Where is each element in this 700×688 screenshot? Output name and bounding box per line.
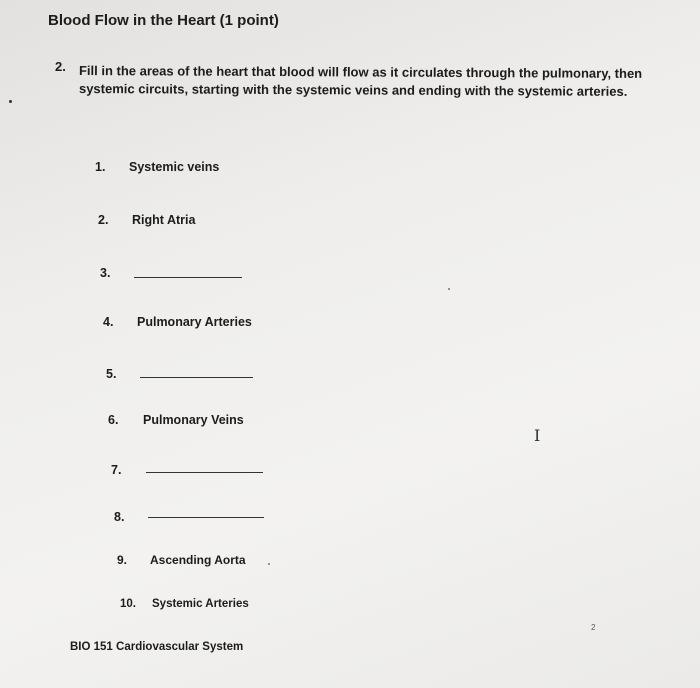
item-number: 4. (103, 315, 114, 329)
page-number: 2 (591, 623, 596, 632)
list-item (114, 510, 124, 524)
question-number: 2. (55, 59, 66, 74)
item-number: 3. (100, 266, 111, 280)
list-item (120, 598, 249, 610)
answer-blank-3[interactable] (134, 277, 242, 278)
item-answer: Ascending Aorta (150, 553, 246, 567)
speck (268, 563, 270, 565)
item-answer: Systemic veins (129, 160, 220, 174)
list-item (108, 413, 244, 427)
list-item (98, 213, 196, 227)
question-text-line-1: Fill in the areas of the heart that blood will flow as it circulates through the pulmonary, then (78, 63, 643, 81)
bullet-mark (9, 100, 12, 103)
list-item (95, 160, 220, 174)
answer-blank-8[interactable] (148, 517, 264, 518)
list-item (111, 463, 121, 477)
item-answer: Right Atria (132, 213, 196, 227)
text-cursor-icon: I (534, 426, 541, 445)
answer-blank-5[interactable] (140, 377, 253, 378)
item-number: 5. (106, 367, 117, 381)
list-item (106, 367, 116, 381)
list-item (103, 315, 252, 329)
list-item (100, 266, 110, 280)
item-number: 10. (120, 598, 136, 610)
item-number: 2. (98, 213, 109, 227)
question-text-line-2: systemic circuits, starting with the systemic veins and ending with the systemic arteries. (78, 81, 628, 99)
speck (448, 288, 450, 290)
footer-course-label: BIO 151 Cardiovascular System (70, 641, 244, 653)
item-number: 9. (117, 553, 128, 567)
item-number: 8. (114, 510, 125, 524)
item-answer: Systemic Arteries (152, 598, 249, 610)
item-answer: Pulmonary Veins (143, 413, 244, 427)
item-number: 1. (95, 160, 106, 174)
item-number: 6. (108, 413, 119, 427)
list-item (117, 553, 246, 567)
item-answer: Pulmonary Arteries (137, 315, 252, 329)
page-title: Blood Flow in the Heart (1 point) (48, 12, 279, 29)
item-number: 7. (111, 463, 122, 477)
answer-blank-7[interactable] (146, 472, 263, 473)
